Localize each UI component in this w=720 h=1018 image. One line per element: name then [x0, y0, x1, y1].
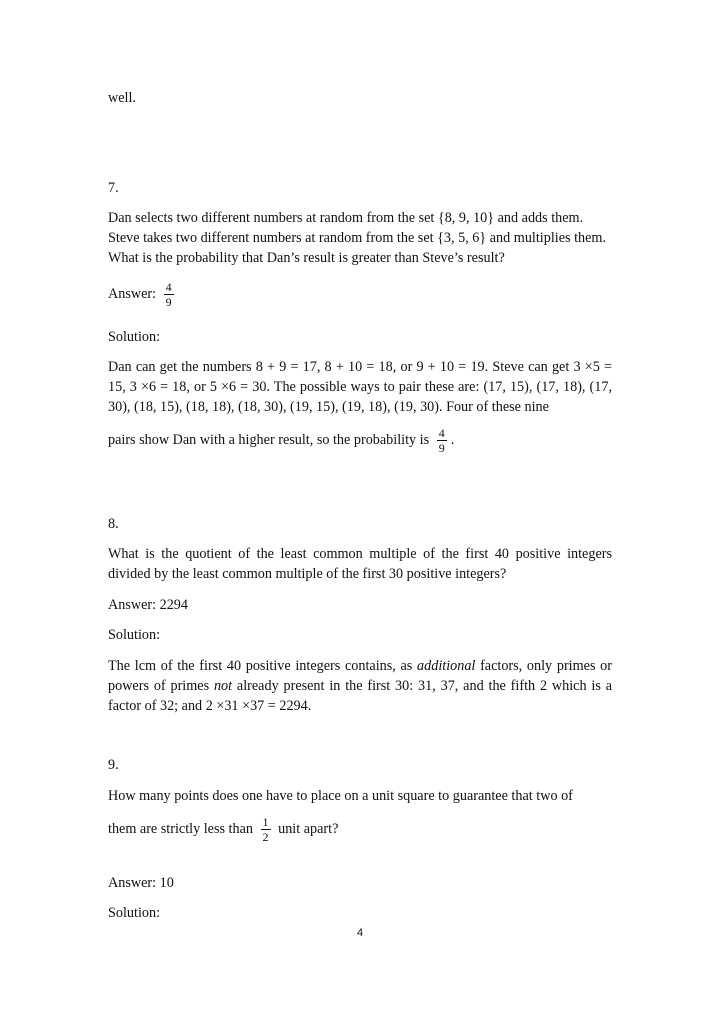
question-8-number: 8. — [108, 516, 119, 532]
question-7-solution-last-line — [108, 426, 612, 455]
question-9-text-line1: How many points does one have to place on a unit square to guarantee that two of — [108, 788, 573, 804]
question-fraction — [261, 815, 271, 844]
question-8-solution-text — [108, 656, 612, 716]
question-8-answer: Answer: 2294 — [108, 597, 188, 613]
fraction-numerator: 1 — [262, 815, 269, 829]
question-text-part: them are strictly less than — [108, 820, 253, 837]
question-9-solution-label: Solution: — [108, 905, 161, 921]
solution-period: . — [450, 431, 455, 448]
solution-fraction — [437, 426, 447, 455]
fraction-denominator: 9 — [438, 441, 445, 455]
answer-fraction — [164, 280, 174, 309]
question-7-solution-label: Solution: — [108, 329, 161, 345]
question-9-text-line2 — [108, 815, 612, 844]
question-9-answer: Answer: 10 — [108, 875, 174, 891]
question-7-text: Dan selects two different numbers at random from the set {8, 9, 10} and adds them. Steve takes two different numbers at random from the set {3, 5, 6} and multiplies them. What is the probability that Dan’s result is greater than Steve’s result? — [108, 210, 606, 266]
continued-text: well. — [108, 90, 136, 106]
solution-part: The lcm of the first 40 positive integers contains, as — [108, 658, 418, 674]
solution-sentence: pairs show Dan with a higher result, so the probability is — [108, 431, 430, 448]
question-8-solution-label: Solution: — [108, 627, 161, 643]
solution-part: factors, only primes or powers of primes — [108, 658, 612, 694]
question-7-solution-text: Dan can get the numbers 8 + 9 = 17, 8 + 10 = 18, or 9 + 10 = 19. Steve can get 3 ×5 = 15, 3 ×6 = 18, or 5 ×6 = 30. The possible ways to pair these are: (17, 15), (17, 18), (17, 30), (18, 15), (18, 18), (18, 30), (19, 15), (19, 18), (19, 30). Four of these nine — [108, 359, 612, 415]
fraction-denominator: 9 — [165, 295, 172, 309]
solution-part: already present in the first 30: 31, 37, and the fifth 2 which is a factor of 32; and 2 ×31 ×37 = 2294. — [108, 678, 612, 714]
answer-label: Answer: — [108, 285, 157, 302]
fraction-numerator: 4 — [438, 426, 445, 440]
page-number: 4 — [356, 927, 364, 939]
question-7-answer — [108, 280, 612, 309]
solution-emphasis: not — [213, 678, 233, 694]
question-8-text: What is the quotient of the least common multiple of the first 40 positive integers divided by the least common multiple of the first 30 positive integers? — [108, 546, 612, 582]
question-9-number: 9. — [108, 757, 119, 773]
question-7-number: 7. — [108, 180, 119, 196]
question-text-part: unit apart? — [278, 820, 339, 837]
fraction-denominator: 2 — [262, 830, 269, 844]
fraction-numerator: 4 — [165, 280, 172, 294]
solution-emphasis: additional — [417, 658, 476, 674]
